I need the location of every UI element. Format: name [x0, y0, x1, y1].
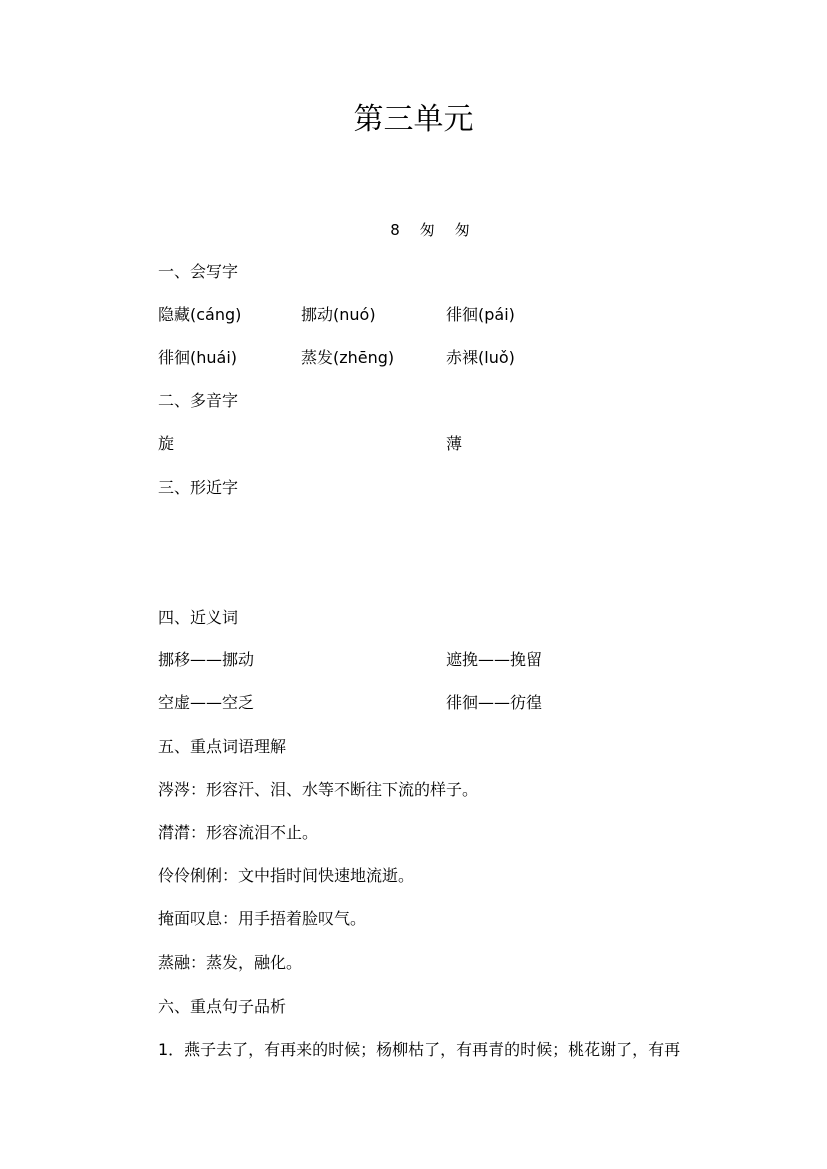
explanation-item — [158, 908, 366, 930]
explanation-text: ：形容流泪不止。 — [190, 823, 319, 842]
synonym-row — [0, 692, 827, 714]
explanation-text: ：用手捂着脸叹气。 — [222, 909, 367, 928]
write-word: 蒸发(zhēng) — [301, 348, 395, 367]
polyphone-char: 薄 — [446, 434, 463, 453]
explanation-item — [158, 779, 478, 801]
polyphone-row — [0, 433, 827, 455]
polyphone-char: 旋 — [158, 434, 175, 453]
write-word: 徘徊(pái) — [446, 305, 515, 324]
explanation-item — [158, 952, 302, 974]
explanation-term: 潸潸 — [158, 823, 191, 842]
section-heading-key-sentences: 六、重点句子品析 — [158, 997, 287, 1016]
write-word: 挪动(nuó) — [301, 305, 376, 324]
explanation-text: ：蒸发，融化。 — [190, 953, 303, 972]
explanation-item — [158, 865, 414, 887]
write-word: 赤裸(luǒ) — [446, 348, 515, 367]
explanation-text: ：文中指时间快速地流逝。 — [222, 866, 415, 885]
section-heading-polyphones: 二、多音字 — [158, 391, 239, 410]
unit-title: 第三单元 — [353, 102, 474, 137]
synonym-pair: 徘徊——彷徨 — [446, 693, 543, 712]
section-heading-writing: 一、会写字 — [158, 262, 239, 281]
explanation-term: 伶伶俐俐 — [158, 866, 223, 885]
lesson-heading — [0, 219, 827, 241]
synonym-pair: 挪移——挪动 — [158, 650, 255, 669]
write-words-row — [0, 347, 827, 369]
explanation-term: 掩面叹息 — [158, 909, 223, 928]
section-heading-similar-chars: 三、形近字 — [158, 478, 239, 497]
lesson-number: 8 — [390, 221, 400, 239]
synonym-pair: 空虚——空乏 — [158, 693, 255, 712]
synonym-row — [0, 649, 827, 671]
explanation-item — [158, 822, 318, 844]
write-word: 徘徊(huái) — [158, 348, 238, 367]
lesson-name-first: 匆 — [419, 221, 435, 239]
section-heading-synonyms: 四、近义词 — [158, 608, 239, 627]
synonym-pair: 遮挽——挽留 — [446, 650, 543, 669]
explanation-term: 蒸融 — [158, 953, 191, 972]
write-word: 隐藏(cáng) — [158, 305, 242, 324]
write-words-row — [0, 304, 827, 326]
sentence-analysis-item: 1．燕子去了，有再来的时候；杨柳枯了，有再青的时候；桃花谢了，有再 — [158, 1040, 681, 1059]
explanation-text: ：形容汗、泪、水等不断往下流的样子。 — [190, 780, 479, 799]
lesson-name-second: 匆 — [454, 221, 470, 239]
explanation-term: 涔涔 — [158, 780, 191, 799]
section-heading-key-words: 五、重点词语理解 — [158, 737, 287, 756]
